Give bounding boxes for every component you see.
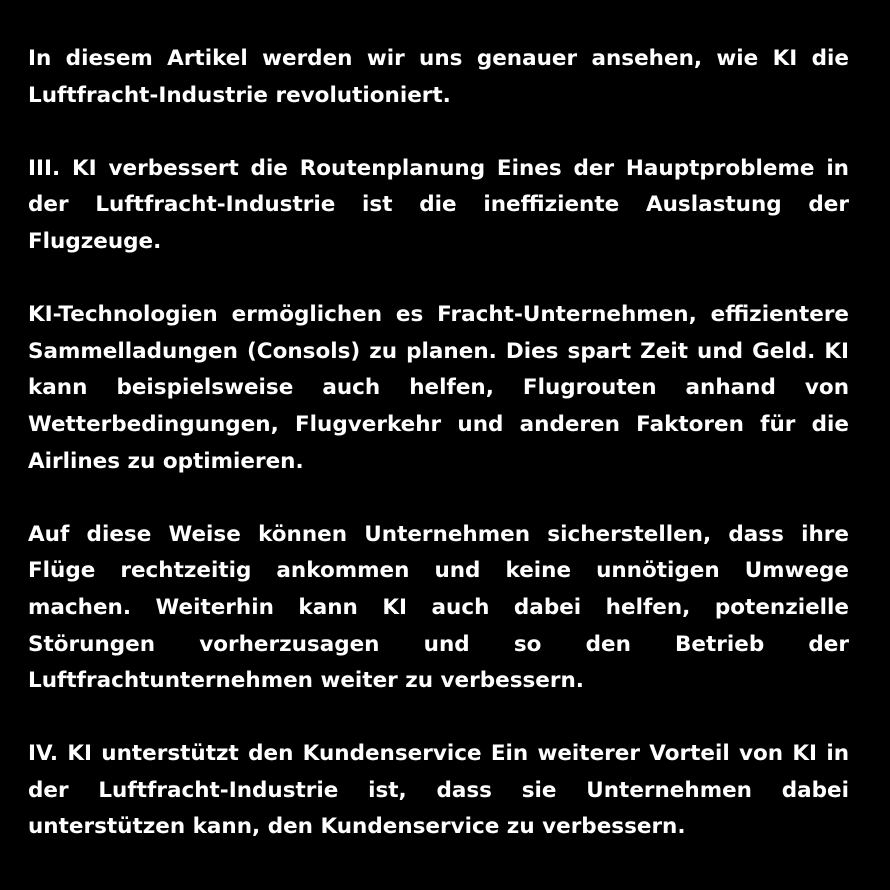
paragraph-intro: In diesem Artikel werden wir uns genauer ansehen, wie KI die Luftfracht-Industrie revolutioniert. bbox=[28, 46, 849, 108]
paragraph-route-planning: III. KI verbessert die Routenplanung Eines der Hauptprobleme in der Luftfracht-Industrie ist die ineffiziente Auslastung der Flugzeuge. bbox=[28, 155, 849, 254]
paragraph-benefits: Auf diese Weise können Unternehmen sicherstellen, dass ihre Flüge rechtzeitig ankommen und keine unnötigen Umwege machen. Weiterhin kann KI auch dabei helfen, potenzielle Störungen vorherzusagen und so den Betrieb der Luftfrachtunternehmen weiter zu verbessern. bbox=[28, 521, 849, 694]
paragraph-ki-technologies: KI-Technologien ermöglichen es Fracht-Unternehmen, effizientere Sammelladungen (Consols) zu planen. Dies spart Zeit und Geld. KI kann beispielsweise auch helfen, Flugrouten anhand von Wetterbedingungen, Flugverkehr und anderen Faktoren für die Airlines zu optimieren. bbox=[28, 302, 849, 474]
paragraph-customer-service: IV. KI unterstützt den Kundenservice Ein weiterer Vorteil von KI in der Luftfracht-Industrie ist, dass sie Unternehmen dabei unterstützen kann, den Kundenservice zu verbessern. bbox=[28, 741, 849, 840]
